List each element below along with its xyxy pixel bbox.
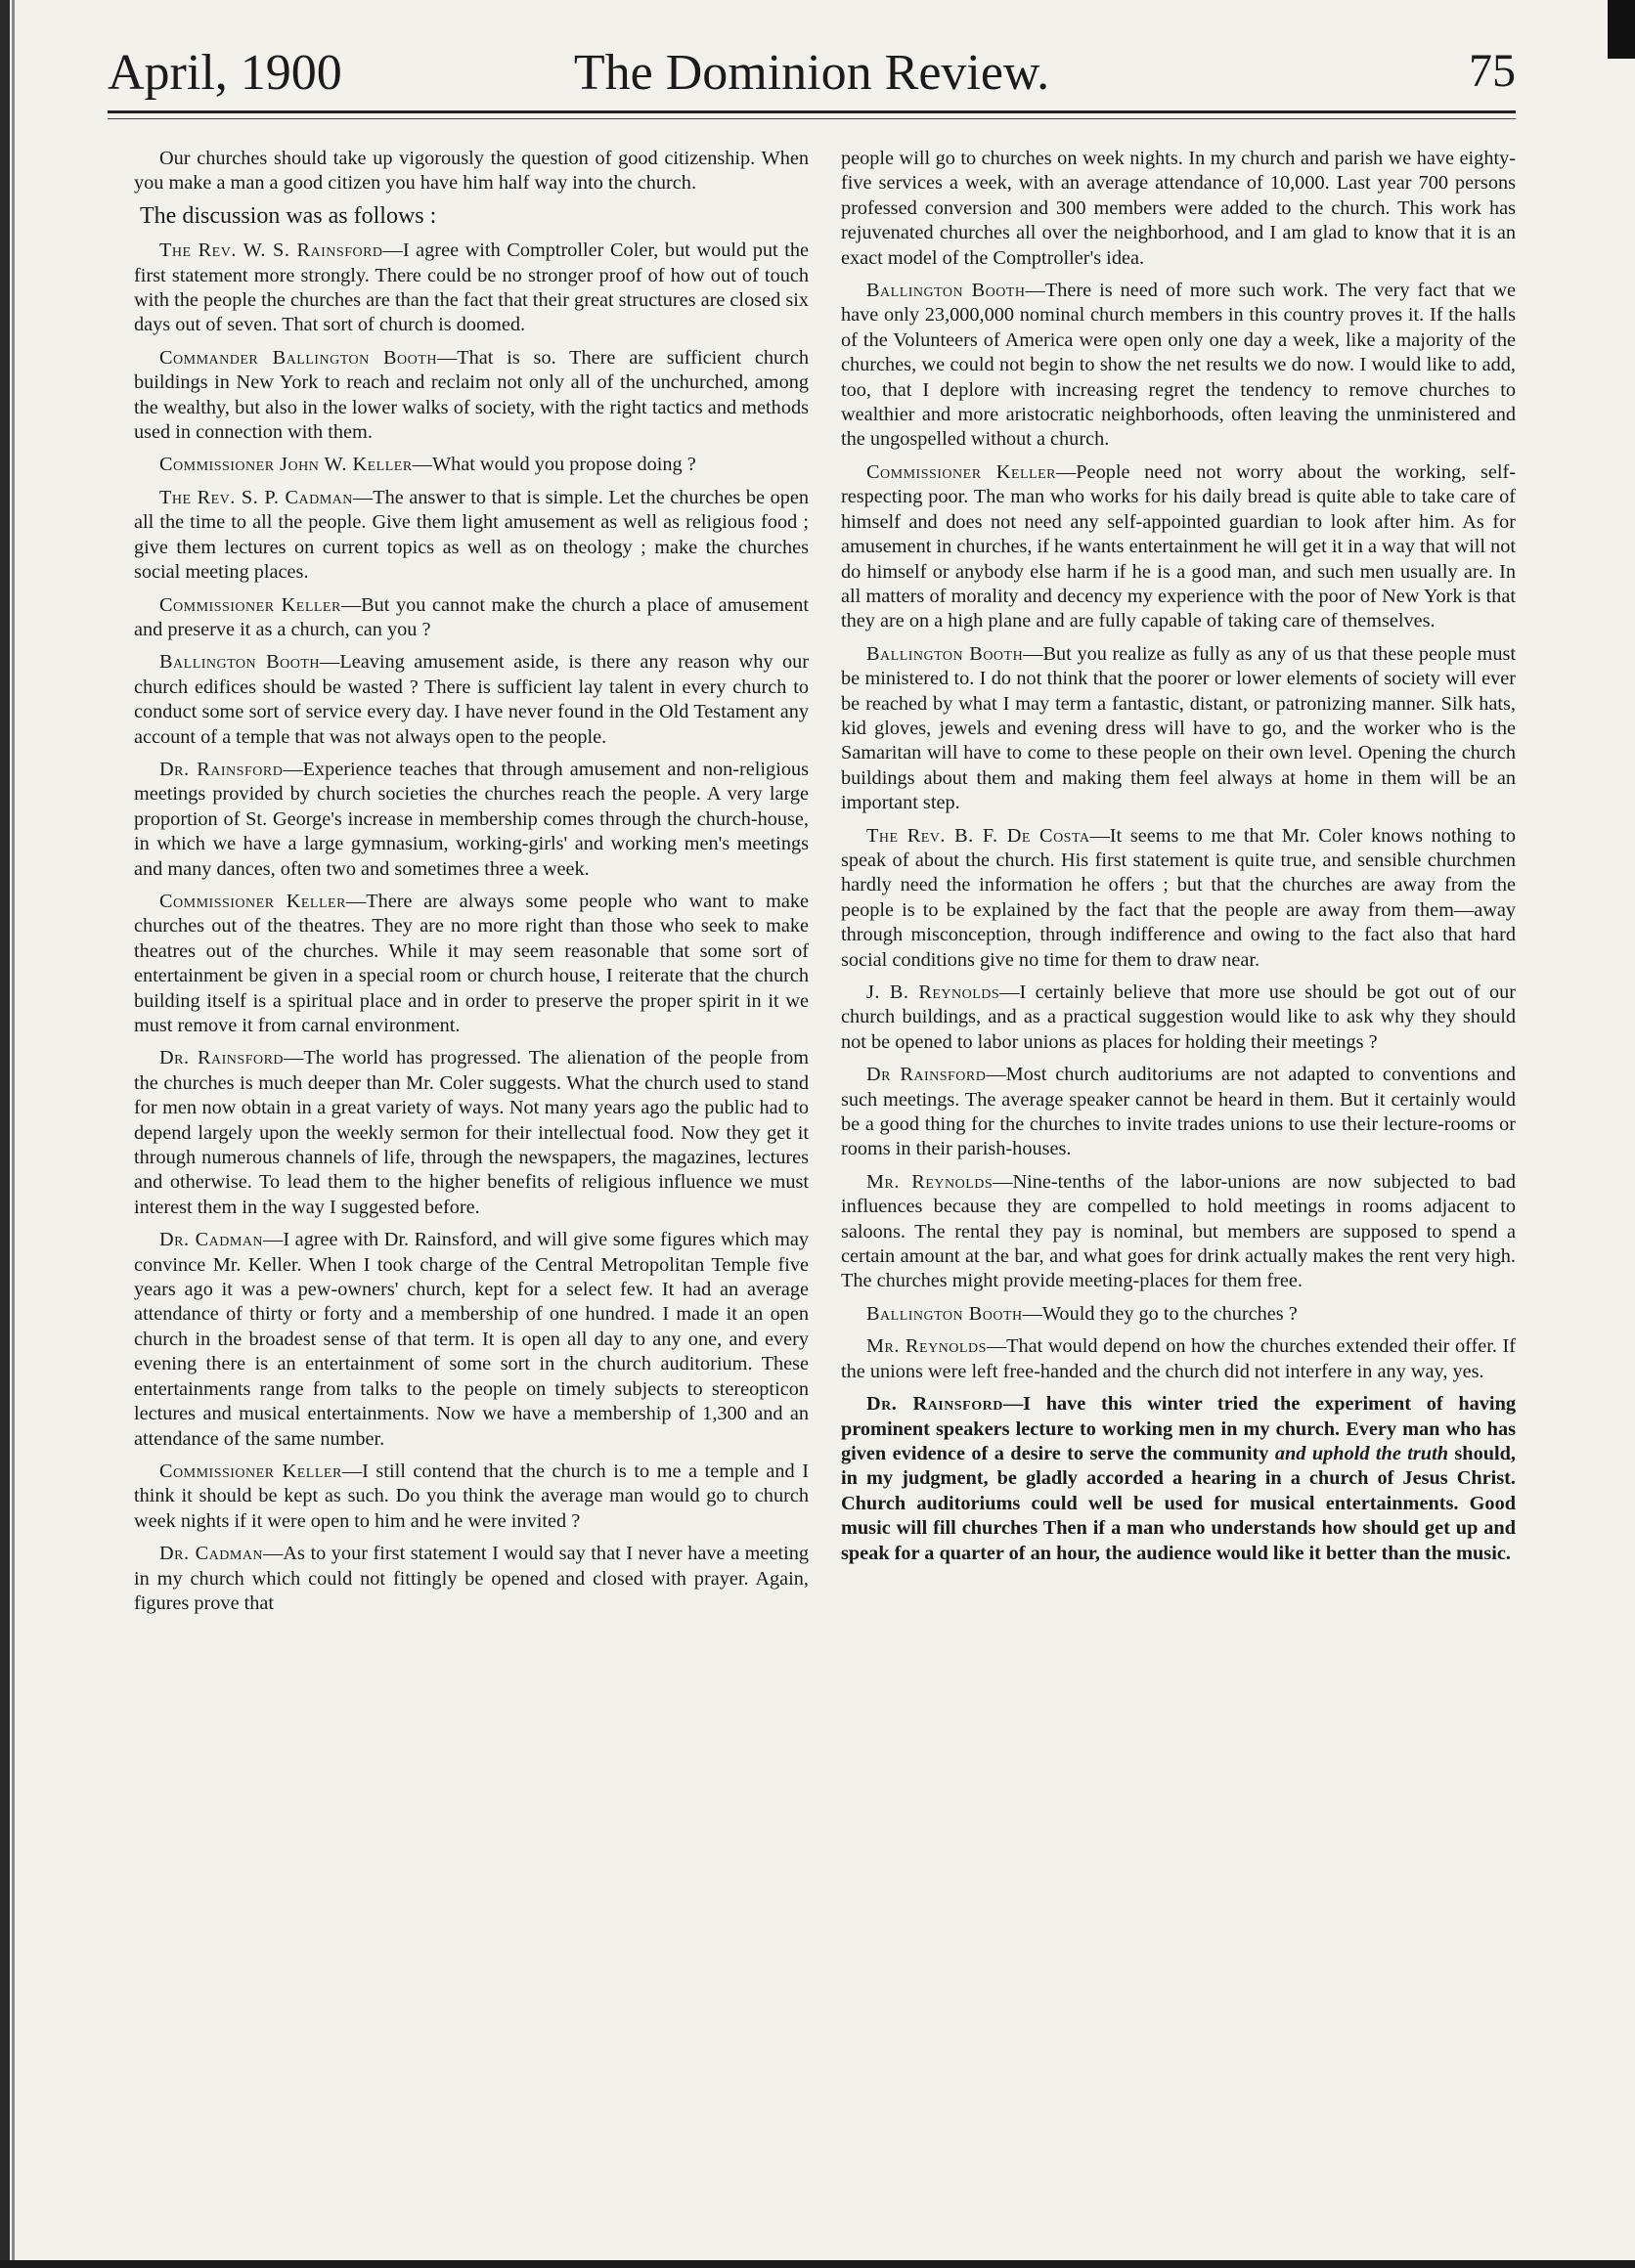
- speech-text: —I agree with Comptroller Coler, but would put the first statement more strongly. There could be no stronger proof of how out of touch with the people the churches are than the fact that their great structures are closed six days out of seven. That sort of church is doomed.: [134, 240, 810, 336]
- speech-paragraph: [841, 1334, 1516, 1384]
- discussion-heading: The discussion was as follows :: [140, 202, 437, 229]
- issue-date: April, 1900: [108, 45, 342, 101]
- header-rule-thin: [108, 118, 1516, 119]
- speaker-name: Ballington Booth: [866, 280, 1026, 302]
- speech-text: —People need not worry about the working, self-respecting poor. The man who works for his daily bread is quite able to take care of himself and does not need any self-appointed guardian to look after him. As for amusement in churches, if he wants entertainment he will get it in a way that will not do himself or anybody else harm if he is a good man, and such men usually are. In all matters of morality and decency my experience with the poor of New York is that they are on a high plane and are fully capable of taking care of themselves.: [841, 460, 1516, 632]
- right-paragraphs: [841, 279, 1516, 1384]
- speech-text: —Would they go to the churches ?: [1022, 1302, 1298, 1325]
- speaker-name: Commissioner Keller: [159, 1460, 342, 1482]
- running-header: [108, 44, 1516, 112]
- speech-paragraph: [841, 1170, 1516, 1294]
- speaker-name: Commissioner John W. Keller: [159, 454, 413, 476]
- speaker-name: Dr. Rainsford: [159, 758, 284, 780]
- closing-paragraph: [841, 1392, 1516, 1566]
- speaker-name: Commissioner Keller: [159, 890, 346, 912]
- speech-text: —Experience teaches that through amusement and non-religious meetings provided by church societies the churches reach the people. A very large proportion of St. George's increase in membership comes through the church-house, in which we have a large gymnasium, working-girls' and working men's meetings and many dances, often two and sometimes three a week.: [134, 758, 810, 880]
- speech-paragraph: [841, 1302, 1516, 1327]
- speech-text: —Leaving amusement aside, is there any reason why our church edifices should be wasted ? There is sufficient lay talent in every church to conduct some sort of service every day. I have never found in the Old Testament any account of a temple that was not always open to the people.: [134, 651, 810, 748]
- speaker-name: Commissioner Keller: [866, 460, 1056, 483]
- speaker-name: Mr. Reynolds: [866, 1170, 994, 1193]
- speech-paragraph: [134, 593, 809, 643]
- speech-paragraph: [841, 642, 1516, 816]
- speech-paragraph: [841, 981, 1516, 1055]
- speaker-name: The Rev. W. S. Rainsford: [159, 240, 383, 262]
- speech-text: —I agree with Dr. Rainsford, and will give some figures which may convince Mr. Keller. When I took charge of the Central Metropolitan Temple five years ago it was a pew-owners' church, kept for a select few. It had an average attendance of thirty or forty and a membership of one hundred. I made it an open church in the broadest sense of that term. It is open all day to any one, and every evening there is an entertainment of some sort in the church auditorium. These entertainments range from talks to the people on timely subjects to stereopticon lectures and musical entertainments. Now we have a membership of 1,300 and an attendance of the same number.: [134, 1229, 809, 1450]
- speaker-name: Dr. Cadman: [159, 1229, 264, 1251]
- speech-text: —But you realize as fully as any of us that these people must be ministered to. I do not think that the poorer or lower elements of society will ever be reached by what I may term a fantastic, distant, or patronizing manner. Silk hats, kid gloves, jewels and evening dress will have to go, and the worker who is the Samaritan will have to come to these people on their own level. Opening the church buildings about them and making them feel always at home in them will be an important step.: [841, 642, 1517, 814]
- scan-border-bottom: [0, 2260, 1635, 2268]
- speech-text: —It seems to me that Mr. Coler knows nothing to speak of about the church. His first statement is quite true, and sensible churchmen hardly need the information he offers ; but that the churches are away from the people is to be explained by the fact that the people are away from them—away through misconception, through indifference and owing to the fact also that hard social conditions give no time for them to draw near.: [841, 824, 1516, 971]
- speech-text: —I have this winter tried the experiment of having prominent speakers lecture to working men in my church. Every man who has given evidence of a desire to serve the community: [841, 1393, 1516, 1464]
- scan-border-left: [0, 0, 10, 2268]
- emphasis-text: and uphold the truth: [1274, 1442, 1448, 1464]
- publication-title: The Dominion Review.: [573, 45, 1050, 101]
- header-rule: [108, 110, 1516, 113]
- speech-paragraph: [134, 346, 809, 446]
- speech-paragraph: [134, 453, 809, 477]
- speaker-name: The Rev. B. F. De Costa: [866, 824, 1090, 847]
- speech-paragraph: [134, 1460, 809, 1534]
- speaker-name: Mr. Reynolds: [866, 1335, 987, 1358]
- speech-text-end: should, in my judgment, be gladly accorded a hearing in a church of Jesus Christ. Church auditoriums could well be used for musical entertainments. Good music will fill churches Then if a man who understands how should get up and speak for a quarter of an hour, the audience would like it better than the music.: [841, 1442, 1516, 1564]
- speaker-name: Dr. Rainsford: [159, 1047, 285, 1069]
- speech-text: —I certainly believe that more use should be got out of our church buildings, and as a practical suggestion would like to ask why they should not be opened to labor unions as places for holding their meetings ?: [841, 981, 1516, 1053]
- speech-text: —But you cannot make the church a place of amusement and preserve it as a church, can you ?: [134, 593, 809, 640]
- speech-paragraph: [134, 890, 809, 1038]
- page-number: 75: [1469, 45, 1516, 97]
- speech-paragraph: [134, 239, 809, 338]
- speech-paragraph: [841, 460, 1516, 634]
- speaker-name: Dr. Cadman: [159, 1543, 264, 1565]
- scan-corner: [1608, 0, 1635, 59]
- speech-text: —Nine-tenths of the labor-unions are now subjected to bad influences because they are compelled to hold meetings in rooms adjacent to saloons. The rental they pay is nominal, but members are supposed to spend a certain amount at the bar, and what goes for drink actually makes the rent very high. The churches might provide meeting-places for them free.: [841, 1170, 1516, 1292]
- speech-paragraph: [134, 1046, 809, 1220]
- speech-paragraph: [841, 279, 1516, 453]
- speech-paragraph: [134, 1542, 809, 1616]
- left-paragraphs: [134, 239, 809, 1616]
- speech-text: —That would depend on how the churches extended their offer. If the unions were left free-handed and the church did not interfere in any way, yes.: [841, 1335, 1517, 1382]
- speaker-name: J. B. Reynolds: [866, 981, 1000, 1003]
- speaker-name: Dr. Rainsford: [866, 1393, 1003, 1416]
- speaker-name: Ballington Booth: [866, 1302, 1023, 1325]
- speech-text: —There is need of more such work. The very fact that we have only 23,000,000 nominal church members in this country proves it. If the halls of the Volunteers of America were open only one day a week, like a majority of the churches, we could not begin to show the net results we do now. I would like to add, too, that I deplore with increasing regret the tendency to remove churches to wealthier and more aristocratic neighborhoods, often leaving the unministered and the ungospelled without a church.: [841, 280, 1516, 451]
- speaker-name: Ballington Booth: [866, 642, 1024, 665]
- speech-text: —There are always some people who want to make churches out of the theatres. They are no more right than those who seek to make theatres out of the churches. While it may seem reasonable that some sort of entertainment be given in a special room or church house, I reiterate that the church building itself is a spiritual place and in order to preserve the proper spirit in it we must remove it from carnal environment.: [134, 890, 809, 1036]
- speech-text: —Most church auditoriums are not adapted to conventions and such meetings. The average speaker cannot be heard in them. But it certainly would be a good thing for the churches to invite trades unions to use their lecture-rooms or rooms in their parish-houses.: [841, 1064, 1516, 1160]
- left-column: [134, 147, 809, 1624]
- speech-paragraph: [134, 758, 809, 882]
- speech-text: —That is so. There are sufficient church buildings in New York to reach and reclaim not only all of the unchurched, among the wealthy, but also in the lower walks of society, with the right tactics and methods used in connection with them.: [134, 346, 809, 444]
- speech-paragraph: [841, 1063, 1516, 1162]
- speaker-name: Ballington Booth: [159, 651, 321, 674]
- speaker-name: The Rev. S. P. Cadman: [159, 486, 353, 508]
- speech-paragraph: [134, 1228, 809, 1452]
- speech-paragraph: [134, 486, 809, 586]
- speech-text: —As to your first statement I would say that I never have a meeting in my church which could not fittingly be opened and closed with prayer. Again, figures prove that: [134, 1543, 809, 1614]
- speech-text: —The world has progressed. The alienation of the people from the churches is much deeper than Mr. Coler suggests. What the church used to stand for men now obtain in a great variety of ways. Not many years ago the public had to depend largely upon the weekly sermon for their intellectual food. Now they get it through numerous channels of life, through the newspapers, the magazines, lectures and otherwise. To lead them to the higher benefits of religious influence we must interest them in the way I suggested before.: [134, 1047, 810, 1218]
- speech-text: —I still contend that the church is to me a temple and I think it should be kept as such. Do you think the average man would go to church week nights if it were open to him and he were invited ?: [134, 1460, 809, 1532]
- speech-text: —What would you propose doing ?: [412, 454, 696, 476]
- scan-border-line: [12, 0, 15, 2268]
- speaker-name: Commissioner Keller: [159, 593, 341, 616]
- speech-text: —The answer to that is simple. Let the churches be open all the time to all the people. Give them light amusement as well as religious food ; give them lectures on current topics as well as on theology ; make the churches social meeting places.: [134, 486, 809, 584]
- right-column: [841, 147, 1516, 1574]
- continuation-paragraph: people will go to churches on week nights. In my church and parish we have eighty-five services a week, with an average attendance of 10,000. Last year 700 persons professed conversion and 300 members were added to the church. This work has rejuvenated churches all over the neighborhood, and I am glad to know that it is an exact model of the Comptroller's idea.: [841, 148, 1516, 269]
- speech-paragraph: [841, 824, 1516, 973]
- speaker-name: Commander Ballington Booth: [159, 346, 437, 369]
- intro-paragraph: Our churches should take up vigorously the question of good citizenship. When you make a man a good citizen you have him half way into the church.: [134, 148, 809, 195]
- speech-paragraph: [134, 650, 809, 750]
- speaker-name: Dr Rainsford: [866, 1064, 987, 1086]
